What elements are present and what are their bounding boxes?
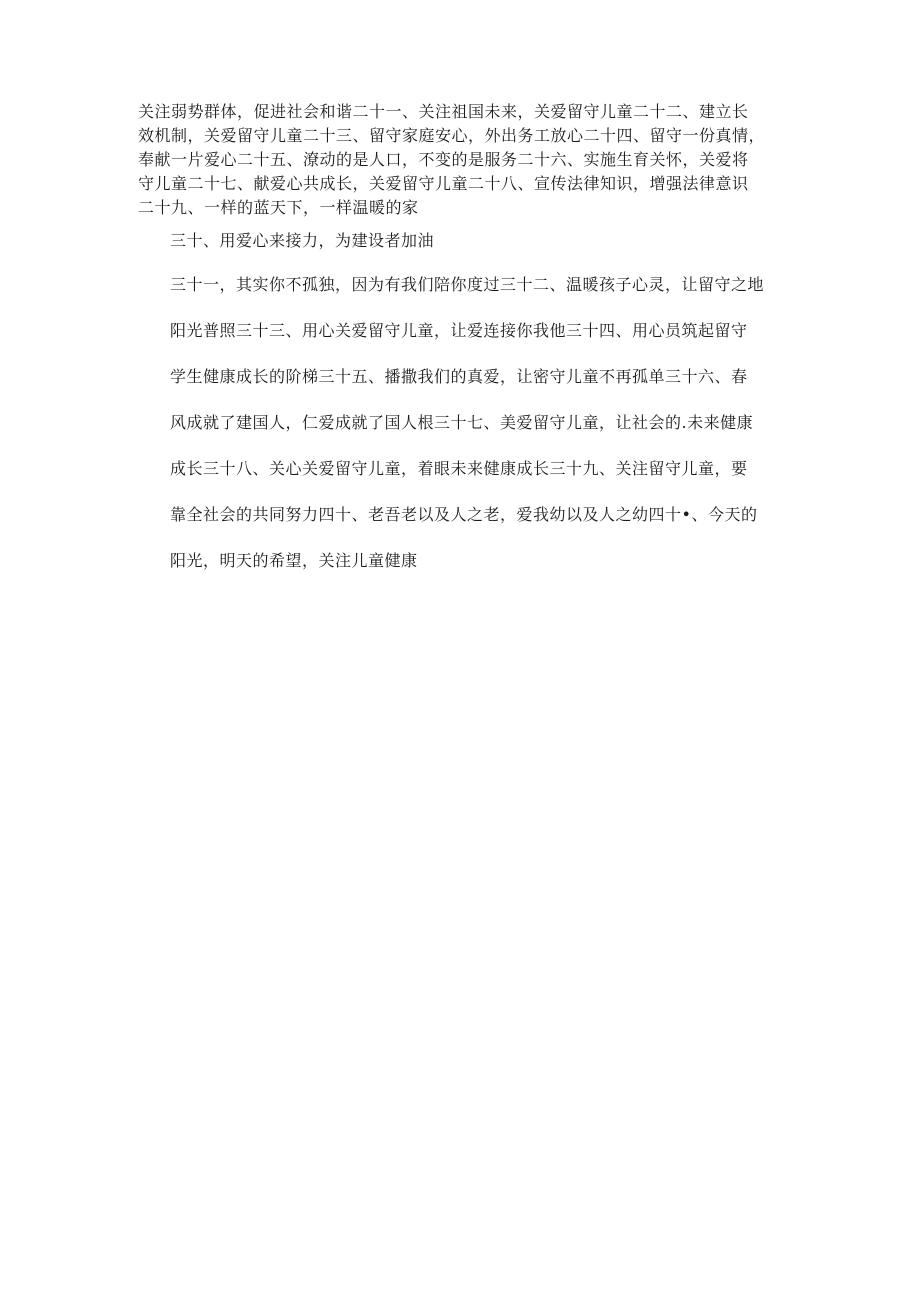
text-line: 阳光，明天的希望，关注儿童健康	[170, 551, 418, 570]
text-line: 奉献一片爱心二十五、潦动的是人口，不变的是服务二十六、实施生育关怀，关爱将	[138, 150, 749, 169]
paragraph-slogans-31-41	[170, 273, 780, 595]
text-line: 三十一，其实你不孤独，因为有我们陪你度过三十二、温暖孩子心灵，让留守之地	[170, 275, 765, 294]
text-line: 关注弱势群体，促进社会和谐二十一、关注祖国未来，关爱留守儿童二十二、建立长	[138, 102, 749, 121]
text-line: 成长三十八、关心关爱留守儿童，着眼未来健康成长三十九、关注留守儿童，要	[170, 459, 748, 478]
text-line: 风成就了建国人，仁爱成就了国人根三十七、美爱留守儿童，让社会的.未来健康	[170, 413, 754, 432]
paragraph-slogans-21-29	[138, 100, 778, 220]
text-line: 二十九、一样的蓝天下，一样温暖的家	[138, 198, 419, 217]
text-line: 学生健康成长的阶梯三十五、播撒我们的真爱，让密守儿童不再孤单三十六、春	[170, 367, 748, 386]
text-line: 效机制，关爱留守儿童二十三、留守家庭安心，外出务工放心二十四、留守一份真情，	[138, 126, 766, 145]
paragraph-slogan-30: 三十、用爱心来接力，为建设者加油	[170, 231, 435, 250]
text-line: 靠全社会的共同努力四十、老吾老以及人之老，爱我幼以及人之幼四十•、今天的	[170, 505, 758, 524]
text-line: 守儿童二十七、献爱心共成长，关爱留守儿童二十八、宣传法律知识，增强法律意识	[138, 174, 749, 193]
text-line: 阳光普照三十三、用心关爱留守儿童，让爱连接你我他三十四、用心员筑起留守	[170, 321, 748, 340]
